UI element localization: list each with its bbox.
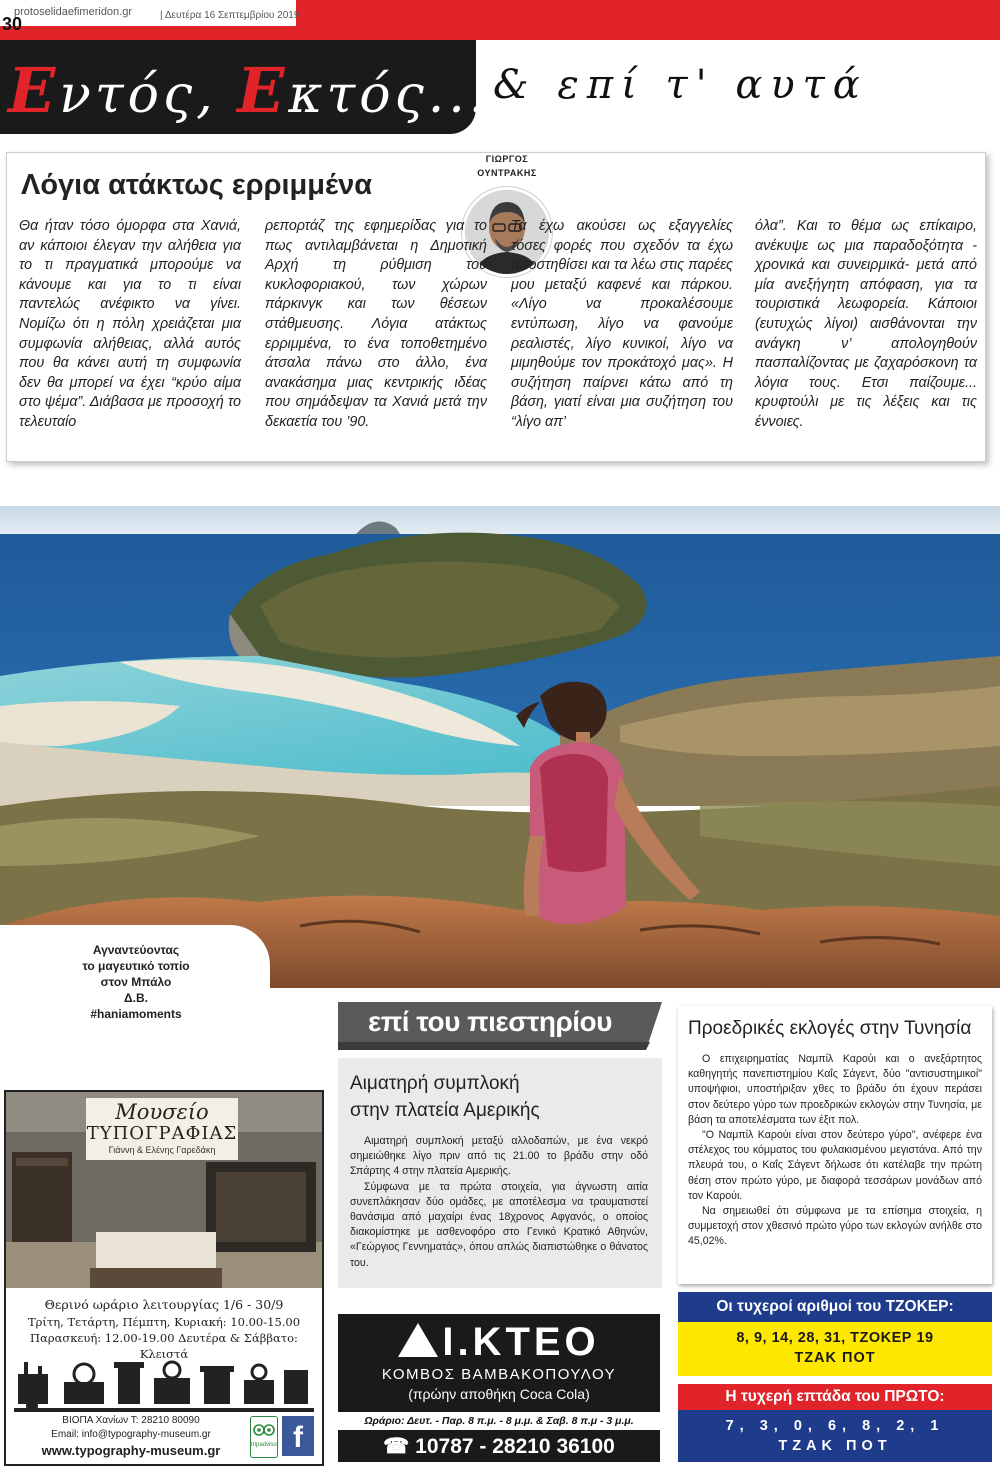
article-column-3: Τα έχω ακούσει ως εξαγγελίες τόσες φορές που σχεδόν τα έχω αποστηθίσει και τα λέω στις παρέες μου μεταξύ καφενέ και πάρκου. «Λίγο να προκαλέσουμε εντύπωση, λίγο να φανούμε ρεαλιστές, λίγο κυνικοί, λίγο να μιμηθούμε τον προκάτοχό μας». Η συζήτηση παίρνει κάτω από τη βάση, γιατί είναι μια συζήτηση του “λίγο απ’: [511, 218, 733, 430]
proto-numbers-box: [678, 1410, 992, 1462]
joker-numbers-box: [678, 1322, 992, 1376]
museum-hours-2: Παρασκευή: 12.00-19.00 Δευτέρα & Σάββατο: Κλειστά: [30, 1331, 298, 1361]
press-paragraph-2: Σύμφωνα με τα πρώτα στοιχεία, για άγνωστη αιτία συνεπλάκησαν δύο ομάδες, με αποτέλεσμα να τραυματιστεί θανάσιμα από μαχαίρι ένας 18χρονος Αφγανός, ο οποίος διακομίστηκε με ασθενοφόρο στο Γενικό Κρατικό Αθηνών, «Γεώργιος Γεννηματάς», όπου απλώς διαπιστώθηκε ο θάνατος του.: [350, 1180, 648, 1269]
author-name-first: ΓΙΩΡΓΟΣ: [485, 154, 529, 164]
tunisia-article: [678, 1006, 992, 1284]
museum-address: ΒΙΟΠΑ Χανίων Τ: 28210 80090: [62, 1415, 200, 1426]
tripadvisor-label: tripadvisor: [251, 1442, 279, 1448]
facebook-icon[interactable]: f: [282, 1416, 314, 1456]
column-header: [0, 40, 490, 134]
balos-lagoon-photo: [0, 506, 1000, 988]
tunisia-paragraph-2: "Ο Ναμπίλ Καρούι είναι στον δεύτερο γύρο", ανέφερε ένα στέλεχος του κόμματος του φυλακισμένου μεγιστάνα. Από την πλευρά του, ο Καΐς Σάγεντ δήλωσε ότι κατέλαβε την πρώτη θέση στον πρώτο γύρο, με διαφορά τεσσάρων μονάδων από τον Καρούι.: [688, 1129, 982, 1202]
caption-line-2: το μαγευτικό τοπίο: [82, 959, 190, 973]
proto-title: Η τυχερή επτάδα του ΠΡΩΤΟ:: [678, 1384, 992, 1410]
press-title-line-2: στην πλατεία Αμερικής: [350, 1100, 540, 1121]
kteo-location: ΚΟΜΒΟΣ ΒΑΜΒΑΚΟΠΟΥΛΟΥ: [381, 1366, 617, 1383]
opinion-article: [6, 152, 986, 462]
museum-title-main: ΤΥΠΟΓΡΑΦΙΑΣ: [86, 1123, 238, 1144]
proto-jackpot: ΤΖΑΚ ΠΟΤ: [778, 1438, 892, 1454]
tunisia-paragraph-3: Να σημειωθεί ότι σύμφωνα με τα επίσημα στοιχεία, η συμμετοχή στον χθεσινό πρώτο γύρο των εκλογών ανήλθε στο 45,02%.: [688, 1205, 982, 1248]
caption-hashtag: #haniamoments: [90, 1007, 182, 1021]
press-section-header: [338, 1002, 662, 1050]
tripadvisor-icon[interactable]: [250, 1416, 278, 1458]
caption-credit: Δ.Β.: [124, 991, 148, 1005]
press-article-body: [350, 1134, 648, 1271]
kteo-former-location: (πρώην αποθήκη Coca Cola): [408, 1386, 590, 1402]
press-title-line-1: Αιματηρή συμπλοκή: [350, 1073, 520, 1094]
column-title-cap2: Ε: [237, 54, 289, 127]
press-section-title: επί του πιεστηρίου: [368, 1006, 612, 1037]
tunisia-paragraph-1: Ο επιχειρηματίας Ναμπίλ Καρούι και ο ανεξάρτητος καθηγητής πανεπιστημίου Καΐς Σάγεντ, δύο "αντισυστημικοί" υποψήφιοι, υποστήριξαν χθες το βράδυ ότι έχουν περάσει στον δεύτερο γύρο των προεδρικών εκλογών στην Τυνησία, με βάση τα αποτελέσματα των έξιτ πολ.: [688, 1053, 982, 1126]
kteo-phone: [338, 1434, 660, 1460]
kteo-logo: [338, 1322, 660, 1362]
proto-results: [678, 1384, 992, 1462]
caption-line-3: στον Μπάλο: [100, 975, 172, 989]
printing-press-silhouettes: [14, 1352, 314, 1414]
museum-email[interactable]: Email: info@typography-museum.gr: [51, 1429, 211, 1440]
column-title-cap1: Ε: [8, 54, 60, 127]
press-article: [338, 1058, 662, 1288]
article-column-4: όλα”. Και το θέμα ως επίκαιρο, ανέκυψε ως μια παραδοξότητα - χρονικά και συνειρμικά- μετά από μία ανεξήγητη απόφαση, για τα τουριστικά λεωφορεία. Κάποιοι (ευτυχώς λίγοι) αισθάνονται την ανάγκη ν’ απολογηθούν πασπαλίζοντας με ζαχαρόσκονη τα λόγια τους. Ετσι παίζουμε... κρυφτούλι με τις λέξεις και τις έννοιες.: [755, 218, 977, 430]
column-title-rest1: ντός,: [59, 65, 238, 125]
proto-numbers: 7, 3, 0, 6, 8, 2, 1: [725, 1418, 945, 1434]
press-article-title: [350, 1070, 540, 1124]
page-number: 30: [2, 14, 23, 34]
column-title: [8, 54, 489, 127]
museum-subtitle: Γιάννη & Ελένης Γαρεδάκη: [108, 1145, 216, 1155]
column-subtitle: & επί τ' αυτά: [493, 62, 868, 108]
press-paragraph-1: Αιματηρή συμπλοκή μεταξύ αλλοδαπών, με ένα νεκρό σημειώθηκε λίγο πριν από τις 21.00 το βράδυ στην οδό Σπάρτης 4 στην πλατεία Αμερικής.: [350, 1135, 648, 1178]
site-watermark: protoselidaefimeridon.gr: [14, 6, 133, 18]
joker-jackpot: ΤΖΑΚ ΠΟΤ: [794, 1350, 876, 1366]
column-title-rest2: κτός...: [288, 65, 490, 125]
article-title: Λόγια ατάκτως ερριμμένα: [21, 169, 373, 201]
museum-hours-1: Τρίτη, Τετάρτη, Πέμπτη, Κυριακή: 10.00-15.00: [27, 1315, 301, 1329]
kteo-ad: [338, 1314, 660, 1462]
museum-hours-title: Θερινό ωράριο λειτουργίας 1/6 - 30/9: [44, 1297, 284, 1312]
issue-date: | Δευτέρα 16 Σεπτεμβρίου 2019: [160, 10, 300, 21]
tunisia-body: [688, 1052, 982, 1250]
article-column-1: Θα ήταν τόσο όμορφα στα Χανιά, αν κάποιοι έλεγαν την αλήθεια για το τι πραγματικά μπορούμε να κάνουμε και για το τι είναι παντελώς ανέφικτο να γίνει. Νομίζω ότι η πόλη χρειάζεται μια συμφωνία αλήθειας, αλλά αυτός που θα κάνει αυτή τη συμφωνία δεν θα μπορεί να έχει “κρύο αίμα στο ψέμα”. Διάβασα με προσοχή το τελευταίο: [19, 218, 241, 430]
tunisia-title: Προεδρικές εκλογές στην Τυνησία: [688, 1018, 972, 1039]
photo-caption: [40, 942, 232, 1022]
caption-line-1: Αγναντεύοντας: [92, 943, 180, 957]
kteo-logo-text: Ι.ΚΤΕΟ: [442, 1320, 600, 1364]
typography-museum-ad: [4, 1090, 324, 1466]
museum-website[interactable]: www.typography-museum.gr: [41, 1443, 221, 1458]
joker-numbers: 8, 9, 14, 28, 31, ΤΖΟΚΕΡ 19: [736, 1330, 934, 1346]
joker-title: Οι τυχεροί αριθμοί του ΤΖΟΚΕΡ:: [678, 1292, 992, 1322]
phone-icon: ☎: [383, 1435, 416, 1458]
joker-results: [678, 1292, 992, 1376]
kteo-hours: Ωράριο: Δευτ. - Παρ. 8 π.μ. - 8 μ.μ. & Σαβ. 8 π.μ - 3 μ.μ.: [338, 1412, 660, 1430]
kteo-phone-number: 10787 - 28210 36100: [415, 1435, 615, 1458]
top-bar: [0, 0, 1000, 40]
author-name-last: ΟΥΝΤΡΑΚΗΣ: [477, 168, 537, 178]
article-column-2: ρεπορτάζ της εφημερίδας για το πως αντιλαμβάνεται η Δημοτική Αρχή τη ρύθμιση του κυκλοφοριακού, των χώρων πάρκινγκ και των θέσεων στάθμευσης. Λόγια ατάκτως ερριμμένα, το ένα τοποθετημένο άτσαλα πάνω στο άλλο, ένα ανακάσημα μιας κεντρικής ιδέας που σημάδεψαν τα Χανιά μετά την δεκαετία του ’90.: [265, 218, 487, 430]
museum-title-script: Μουσείο: [115, 1100, 209, 1124]
kteo-logo-triangle-icon: [398, 1323, 438, 1357]
